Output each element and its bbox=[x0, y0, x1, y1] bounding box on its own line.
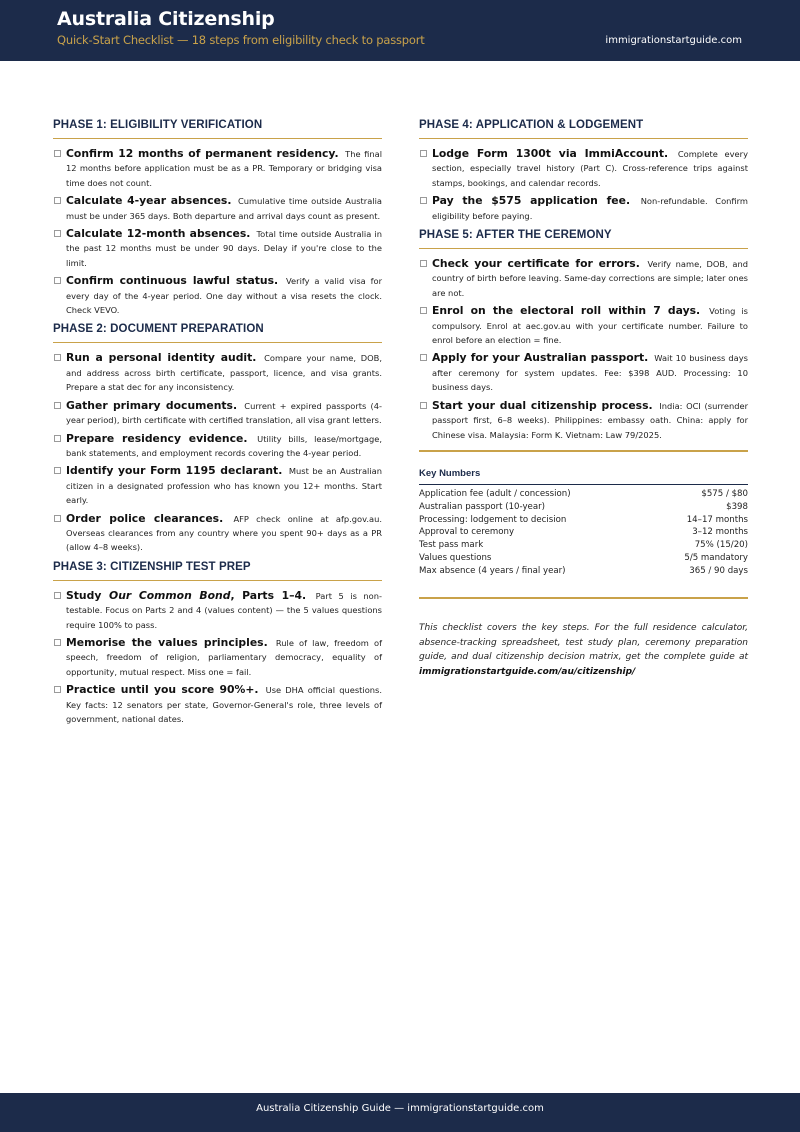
checklist-item bbox=[53, 464, 382, 507]
page-header bbox=[0, 0, 800, 61]
checklist-item bbox=[419, 194, 748, 223]
section-divider bbox=[419, 450, 748, 452]
phase-3 bbox=[53, 561, 382, 727]
item-text: The final 12 months before application must be as a PR. Temporary or bridging visa time does not count. bbox=[66, 149, 382, 188]
table-row bbox=[419, 514, 748, 527]
item-lead: Confirm 12 months of permanent residency. bbox=[66, 147, 339, 160]
row-value: 5/5 mandatory bbox=[684, 552, 748, 563]
checkbox-icon[interactable] bbox=[54, 354, 61, 361]
row-value: $575 / $80 bbox=[701, 488, 748, 499]
item-lead: Order police clearances. bbox=[66, 511, 224, 525]
phase-title: PHASE 4: APPLICATION & LODGEMENT bbox=[419, 119, 748, 139]
item-lead: Prepare residency evidence. bbox=[66, 431, 248, 445]
checkbox-icon[interactable] bbox=[54, 402, 61, 409]
checkbox-icon[interactable] bbox=[54, 515, 61, 522]
checklist-item bbox=[53, 512, 382, 555]
item-text: Compare your name, DOB, and address across birth certificate, passport, licence, and visa grants. Prepare a stat dec for any inconsistency. bbox=[66, 353, 383, 393]
item-text: India: OCI (surrender passport first, 6–8 weeks). Philippines: embassy oath. China: apply for Chinese visa. Malaysia: Form K. Vietnam: Law 79/2025. bbox=[432, 400, 748, 440]
checklist-item bbox=[53, 589, 382, 632]
item-lead: Memorise the values principles. bbox=[66, 635, 268, 649]
phase-title: PHASE 5: AFTER THE CEREMONY bbox=[419, 229, 748, 249]
guide-link[interactable]: immigrationstartguide.com/au/citizenship/ bbox=[419, 666, 636, 677]
item-lead: Run a personal identity audit. bbox=[66, 351, 257, 365]
row-label: Test pass mark bbox=[419, 540, 484, 551]
item-text: Current + expired passports (4-year period), birth certificate with certified translation, all visa grant letters. bbox=[66, 400, 382, 426]
checklist-item bbox=[419, 147, 748, 190]
table-row bbox=[419, 488, 748, 501]
phase-title: PHASE 1: ELIGIBILITY VERIFICATION bbox=[53, 119, 382, 139]
checklist-item bbox=[53, 147, 382, 190]
left-column bbox=[53, 119, 382, 732]
book-title: Our Common Bond bbox=[109, 588, 231, 602]
checkbox-icon[interactable] bbox=[420, 197, 427, 204]
checkbox-icon[interactable] bbox=[54, 277, 61, 284]
item-lead: Confirm continuous lawful status. bbox=[66, 274, 279, 288]
checklist-item bbox=[53, 274, 382, 317]
table-row bbox=[419, 565, 748, 578]
table-row bbox=[419, 526, 748, 539]
checkbox-icon[interactable] bbox=[54, 150, 61, 157]
page-title: Australia Citizenship bbox=[57, 8, 275, 30]
checkbox-icon[interactable] bbox=[54, 467, 61, 474]
header-url: immigrationstartguide.com bbox=[605, 35, 742, 46]
row-label: Max absence (4 years / final year) bbox=[419, 565, 566, 576]
item-text: Complete every section, especially travel history (Part C). Cross-reference trips against stamps, bookings, and calendar records. bbox=[432, 149, 748, 188]
item-text: AFP check online at afp.gov.au. Overseas clearances from any country where you spent 90+ days as a PR (allow 4–8 weeks). bbox=[66, 513, 382, 553]
checklist-item bbox=[419, 351, 748, 394]
phase-5 bbox=[419, 229, 748, 442]
checklist-item bbox=[53, 683, 382, 726]
item-text: Non-refundable. Confirm eligibility before paying. bbox=[432, 196, 748, 221]
item-text: Cumulative time outside Australia must be under 365 days. Both departure and arrival days count as present. bbox=[66, 196, 382, 221]
item-lead: Pay the $575 application fee. bbox=[432, 194, 631, 208]
item-text: Use DHA official questions. Key facts: 12 senators per state, Governor-General's role, three levels of government, national dates. bbox=[66, 685, 383, 724]
checklist-item bbox=[419, 399, 748, 442]
row-label: Processing: lodgement to decision bbox=[419, 514, 567, 525]
item-text: Voting is compulsory. Enrol at aec.gov.au with your certificate number. Failure to enrol before an election = fine. bbox=[432, 306, 748, 346]
item-lead bbox=[66, 589, 306, 602]
item-lead: Gather primary documents. bbox=[66, 398, 238, 412]
item-text: Rule of law, freedom of speech, freedom of religion, parliamentary democracy, equality of opportunity, mutual respect. Miss one = fail. bbox=[66, 637, 383, 677]
key-numbers-table bbox=[419, 468, 748, 578]
checklist-item bbox=[53, 636, 382, 679]
checklist-item bbox=[53, 227, 382, 270]
phase-1 bbox=[53, 119, 382, 317]
item-lead: Calculate 4-year absences. bbox=[66, 194, 232, 208]
row-value: $398 bbox=[726, 501, 748, 512]
row-value: 75% (15/20) bbox=[694, 540, 748, 551]
note-text: This checklist covers the key steps. For the full residence calculator, absence-tracking spreadsheet, test study plan, ceremony preparation guide, and dual citizenship decision matrix, get the complete guide at bbox=[419, 623, 748, 663]
item-lead-post: , Parts 1–4. bbox=[230, 588, 307, 602]
section-divider bbox=[419, 597, 748, 599]
checkbox-icon[interactable] bbox=[54, 686, 61, 693]
item-lead: Lodge Form 1300t via ImmiAccount. bbox=[432, 147, 669, 160]
checklist-item bbox=[53, 351, 382, 394]
checklist-item bbox=[53, 432, 382, 461]
item-text: Part 5 is non-testable. Focus on Parts 2 and 4 (values content) — the 5 values questions require 100% to pass. bbox=[66, 590, 382, 630]
checkbox-icon[interactable] bbox=[54, 435, 61, 442]
checkbox-icon[interactable] bbox=[54, 639, 61, 646]
item-text: Total time outside Australia in the past 12 months must be under 90 days. Delay if you're close to the limit. bbox=[66, 229, 382, 268]
item-lead: Enrol on the electoral roll within 7 days. bbox=[432, 304, 701, 318]
checkbox-icon[interactable] bbox=[54, 592, 61, 599]
item-text: Wait 10 business days after ceremony for system updates. Fee: $398 AUD. Processing: 10 business days. bbox=[432, 353, 748, 393]
checklist-item bbox=[53, 194, 382, 223]
table-row bbox=[419, 539, 748, 552]
footer-text: Australia Citizenship Guide — immigrationstartguide.com bbox=[256, 1103, 544, 1114]
phase-4 bbox=[419, 119, 748, 223]
item-lead: Check your certificate for errors. bbox=[432, 257, 640, 271]
row-label: Values questions bbox=[419, 552, 492, 563]
checkbox-icon[interactable] bbox=[420, 402, 427, 409]
checkbox-icon[interactable] bbox=[54, 230, 61, 237]
page-subtitle: Quick-Start Checklist — 18 steps from eligibility check to passport bbox=[57, 33, 425, 47]
row-value: 14–17 months bbox=[686, 514, 748, 525]
checkbox-icon[interactable] bbox=[420, 307, 427, 314]
item-lead: Start your dual citizenship process. bbox=[432, 398, 653, 412]
checklist-item bbox=[419, 304, 748, 347]
item-text: Verify name, DOB, and country of birth before leaving. Same-day corrections are simple; later ones are not. bbox=[432, 259, 748, 298]
phase-title: PHASE 2: DOCUMENT PREPARATION bbox=[53, 323, 382, 343]
item-lead-pre: Study bbox=[66, 588, 110, 602]
item-lead: Calculate 12-month absences. bbox=[66, 227, 251, 241]
item-text: Verify a valid visa for every day of the 4-year period. One day without a visa resets the clock. Check VEVO. bbox=[66, 276, 383, 316]
checkbox-icon[interactable] bbox=[420, 260, 427, 267]
table-row bbox=[419, 501, 748, 514]
row-label: Australian passport (10-year) bbox=[419, 501, 545, 512]
table-row bbox=[419, 552, 748, 565]
row-label: Application fee (adult / concession) bbox=[419, 488, 571, 499]
row-value: 3–12 months bbox=[692, 527, 748, 538]
item-lead: Identify your Form 1195 declarant. bbox=[66, 464, 283, 478]
item-text: Must be an Australian citizen in a designated profession who has known you 12+ months. Start early. bbox=[66, 466, 383, 506]
checkbox-icon[interactable] bbox=[420, 354, 427, 361]
checkbox-icon[interactable] bbox=[420, 150, 427, 157]
closing-note bbox=[419, 621, 748, 679]
page-footer bbox=[0, 1093, 800, 1132]
item-text: Utility bills, lease/mortgage, bank statements, and employment records covering the 4-year period. bbox=[66, 433, 382, 458]
checkbox-icon[interactable] bbox=[54, 197, 61, 204]
checklist-item bbox=[53, 399, 382, 428]
row-value: 365 / 90 days bbox=[689, 565, 748, 576]
phase-title: PHASE 3: CITIZENSHIP TEST PREP bbox=[53, 561, 382, 581]
key-numbers-title: Key Numbers bbox=[419, 468, 748, 485]
phase-2 bbox=[53, 323, 382, 554]
right-column bbox=[419, 119, 748, 679]
checklist-item bbox=[419, 257, 748, 300]
row-label: Approval to ceremony bbox=[419, 527, 515, 538]
item-lead: Apply for your Australian passport. bbox=[432, 351, 649, 365]
item-lead: Practice until you score 90%+. bbox=[66, 683, 259, 697]
